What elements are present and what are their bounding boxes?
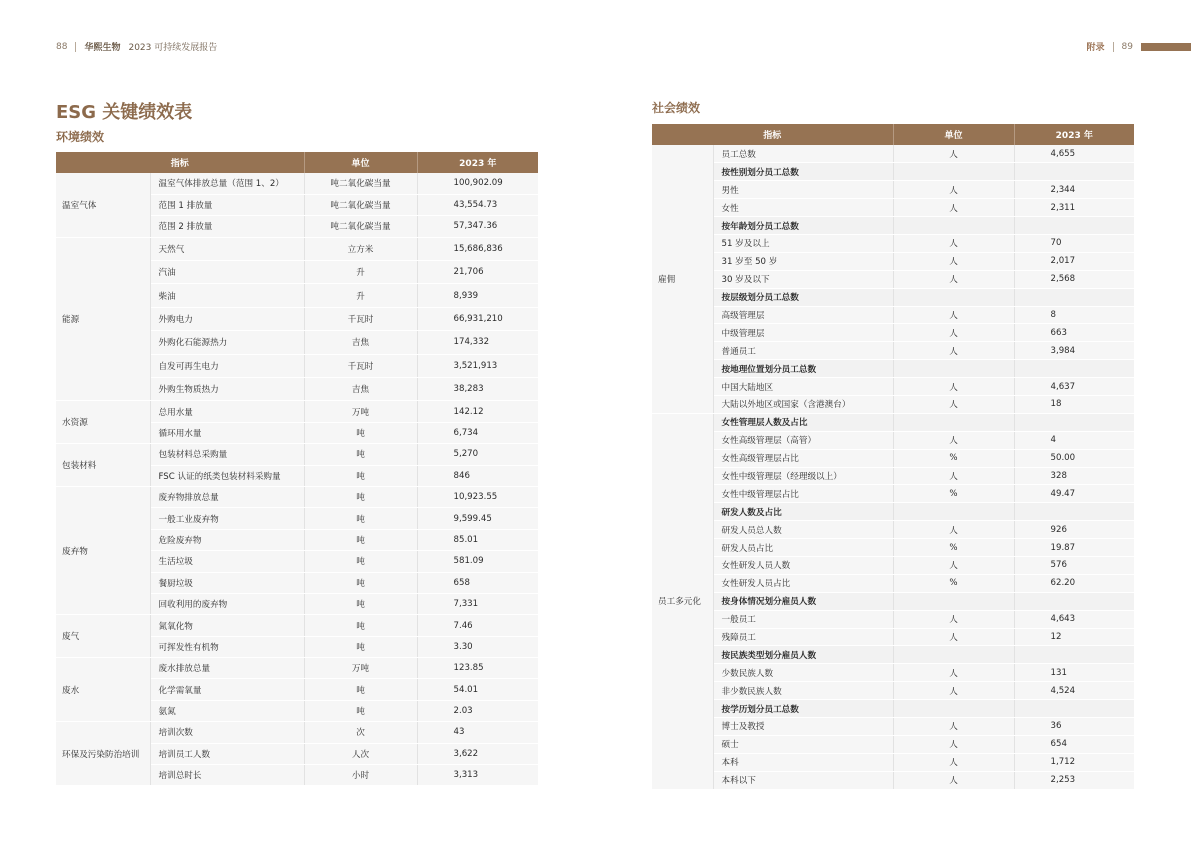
- value-cell: [1014, 503, 1134, 521]
- value-cell: 2,344: [1014, 181, 1134, 199]
- table-row: [652, 628, 1134, 646]
- value-cell: 18: [1014, 395, 1134, 413]
- value-cell: 100,902.09: [417, 173, 538, 194]
- value-cell: 6,734: [417, 422, 538, 443]
- table-row: [652, 360, 1134, 378]
- value-cell: 2,311: [1014, 199, 1134, 217]
- indicator-cell: 研发人员总人数: [713, 521, 893, 539]
- unit-cell: 升: [304, 261, 417, 284]
- indicator-cell: 总用水量: [150, 401, 304, 422]
- value-cell: 3,521,913: [417, 354, 538, 377]
- indicator-cell: 氨氮: [150, 700, 304, 721]
- social-col-unit: 单位: [893, 124, 1014, 145]
- value-cell: 658: [417, 572, 538, 593]
- value-cell: 4: [1014, 431, 1134, 449]
- table-row: [652, 646, 1134, 664]
- unit-cell: 人: [893, 718, 1014, 736]
- indicator-cell: 女性: [713, 199, 893, 217]
- table-row: [652, 413, 1134, 431]
- unit-cell: 千瓦时: [304, 354, 417, 377]
- value-cell: 9,599.45: [417, 508, 538, 529]
- category-cell: 环保及污染防治培训: [56, 722, 150, 786]
- value-cell: 50.00: [1014, 449, 1134, 467]
- subheading-cell: 按身体情况划分雇员人数: [713, 592, 893, 610]
- env-table-header-row: [56, 152, 538, 173]
- table-row: [652, 771, 1134, 789]
- indicator-cell: 女性中级管理层（经理级以上）: [713, 467, 893, 485]
- value-cell: 8: [1014, 306, 1134, 324]
- env-col-unit: 单位: [304, 152, 417, 173]
- indicator-cell: 女性研发人员占比: [713, 574, 893, 592]
- indicator-cell: 51 岁及以上: [713, 234, 893, 252]
- value-cell: 5,270: [417, 444, 538, 465]
- indicator-cell: 范围 2 排放量: [150, 216, 304, 237]
- table-row: [652, 700, 1134, 718]
- value-cell: 43,554.73: [417, 194, 538, 215]
- indicator-cell: 化学需氧量: [150, 679, 304, 700]
- unit-cell: [893, 592, 1014, 610]
- unit-cell: 人: [893, 324, 1014, 342]
- indicator-cell: 中国大陆地区: [713, 378, 893, 396]
- value-cell: 663: [1014, 324, 1134, 342]
- value-cell: 4,643: [1014, 610, 1134, 628]
- indicator-cell: 餐厨垃圾: [150, 572, 304, 593]
- indicator-cell: 本科: [713, 753, 893, 771]
- indicator-cell: 员工总数: [713, 145, 893, 163]
- table-row: [652, 664, 1134, 682]
- indicator-cell: 培训员工人数: [150, 743, 304, 764]
- category-cell: 废弃物: [56, 486, 150, 614]
- unit-cell: 人: [893, 521, 1014, 539]
- unit-cell: %: [893, 449, 1014, 467]
- unit-cell: 人: [893, 378, 1014, 396]
- category-cell: 能源: [56, 237, 150, 401]
- unit-cell: 人: [893, 234, 1014, 252]
- value-cell: 123.85: [417, 658, 538, 679]
- unit-cell: 吨: [304, 636, 417, 657]
- indicator-cell: 高级管理层: [713, 306, 893, 324]
- subheading-cell: 按年龄划分员工总数: [713, 217, 893, 235]
- env-performance-table: [56, 152, 538, 786]
- value-cell: 10,923.55: [417, 486, 538, 507]
- unit-cell: 人: [893, 628, 1014, 646]
- value-cell: [1014, 360, 1134, 378]
- unit-cell: 千瓦时: [304, 307, 417, 330]
- value-cell: 4,637: [1014, 378, 1134, 396]
- env-col-year: 2023 年: [417, 152, 538, 173]
- unit-cell: 小时: [304, 765, 417, 786]
- subheading-cell: 按民族类型划分雇员人数: [713, 646, 893, 664]
- table-row: [652, 449, 1134, 467]
- value-cell: 3.30: [417, 636, 538, 657]
- unit-cell: 人: [893, 199, 1014, 217]
- value-cell: 57,347.36: [417, 216, 538, 237]
- unit-cell: 吨: [304, 444, 417, 465]
- value-cell: 1,712: [1014, 753, 1134, 771]
- subheading-cell: 研发人数及占比: [713, 503, 893, 521]
- indicator-cell: 氮氧化物: [150, 615, 304, 636]
- indicator-cell: 女性高级管理层（高管）: [713, 431, 893, 449]
- unit-cell: 吨: [304, 508, 417, 529]
- unit-cell: 人: [893, 610, 1014, 628]
- indicator-cell: 女性中级管理层占比: [713, 485, 893, 503]
- table-row: [56, 615, 538, 636]
- indicator-cell: 培训次数: [150, 722, 304, 743]
- indicator-cell: 女性高级管理层占比: [713, 449, 893, 467]
- indicator-cell: 外购电力: [150, 307, 304, 330]
- table-row: [652, 181, 1134, 199]
- unit-cell: 升: [304, 284, 417, 307]
- value-cell: [1014, 288, 1134, 306]
- category-cell: 废气: [56, 615, 150, 658]
- value-cell: 66,931,210: [417, 307, 538, 330]
- value-cell: 3,313: [417, 765, 538, 786]
- unit-cell: 人: [893, 145, 1014, 163]
- unit-cell: 人: [893, 753, 1014, 771]
- value-cell: 43: [417, 722, 538, 743]
- unit-cell: [893, 360, 1014, 378]
- subheading-cell: 按层级划分员工总数: [713, 288, 893, 306]
- table-row: [652, 395, 1134, 413]
- table-row: [56, 173, 538, 194]
- table-row: [56, 722, 538, 743]
- value-cell: 21,706: [417, 261, 538, 284]
- value-cell: 174,332: [417, 331, 538, 354]
- value-cell: 49.47: [1014, 485, 1134, 503]
- unit-cell: 人: [893, 252, 1014, 270]
- subheading-cell: 女性管理层人数及占比: [713, 413, 893, 431]
- table-row: [652, 199, 1134, 217]
- value-cell: 926: [1014, 521, 1134, 539]
- unit-cell: 人: [893, 181, 1014, 199]
- unit-cell: 次: [304, 722, 417, 743]
- unit-cell: 人: [893, 771, 1014, 789]
- unit-cell: 人: [893, 664, 1014, 682]
- indicator-cell: 废水排放总量: [150, 658, 304, 679]
- unit-cell: 人: [893, 395, 1014, 413]
- category-cell: 水资源: [56, 401, 150, 444]
- right-page-number: 89: [1121, 41, 1133, 52]
- unit-cell: 人: [893, 735, 1014, 753]
- unit-cell: 立方米: [304, 237, 417, 260]
- value-cell: 131: [1014, 664, 1134, 682]
- indicator-cell: 柴油: [150, 284, 304, 307]
- value-cell: 2,253: [1014, 771, 1134, 789]
- table-row: [652, 485, 1134, 503]
- indicator-cell: 可挥发性有机物: [150, 636, 304, 657]
- unit-cell: 吨: [304, 486, 417, 507]
- indicator-cell: 汽油: [150, 261, 304, 284]
- table-row: [652, 556, 1134, 574]
- header-divider: [1113, 42, 1114, 52]
- header-divider: [75, 42, 76, 52]
- unit-cell: 吨: [304, 572, 417, 593]
- table-row: [652, 288, 1134, 306]
- unit-cell: [893, 700, 1014, 718]
- value-cell: 142.12: [417, 401, 538, 422]
- value-cell: 7,331: [417, 593, 538, 614]
- indicator-cell: 范围 1 排放量: [150, 194, 304, 215]
- value-cell: 2,017: [1014, 252, 1134, 270]
- indicator-cell: 一般员工: [713, 610, 893, 628]
- main-title: ESG 关键绩效表: [56, 102, 193, 123]
- indicator-cell: 30 岁及以下: [713, 270, 893, 288]
- subheading-cell: 按学历划分员工总数: [713, 700, 893, 718]
- value-cell: 846: [417, 465, 538, 486]
- table-row: [652, 467, 1134, 485]
- indicator-cell: 非少数民族人数: [713, 682, 893, 700]
- table-row: [652, 217, 1134, 235]
- report-name: 2023 可持续发展报告: [128, 43, 218, 53]
- unit-cell: 吨二氧化碳当量: [304, 194, 417, 215]
- value-cell: [1014, 217, 1134, 235]
- table-row: [652, 324, 1134, 342]
- table-row: [652, 306, 1134, 324]
- table-row: [56, 401, 538, 422]
- table-row: [652, 610, 1134, 628]
- indicator-cell: 博士及教授: [713, 718, 893, 736]
- table-row: [652, 252, 1134, 270]
- value-cell: 2.03: [417, 700, 538, 721]
- table-row: [652, 718, 1134, 736]
- indicator-cell: 中级管理层: [713, 324, 893, 342]
- indicator-cell: 循环用水量: [150, 422, 304, 443]
- table-row: [56, 444, 538, 465]
- table-row: [652, 234, 1134, 252]
- value-cell: [1014, 413, 1134, 431]
- value-cell: 4,655: [1014, 145, 1134, 163]
- indicator-cell: 自发可再生电力: [150, 354, 304, 377]
- unit-cell: 吨: [304, 551, 417, 572]
- indicator-cell: 温室气体排放总量（范围 1、2）: [150, 173, 304, 194]
- unit-cell: [893, 413, 1014, 431]
- right-running-header: [1087, 40, 1191, 53]
- unit-cell: 万吨: [304, 658, 417, 679]
- table-row: [652, 735, 1134, 753]
- indicator-cell: 31 岁至 50 岁: [713, 252, 893, 270]
- table-row: [56, 237, 538, 260]
- indicator-cell: 外购化石能源热力: [150, 331, 304, 354]
- table-row: [652, 342, 1134, 360]
- subheading-cell: 按地理位置划分员工总数: [713, 360, 893, 378]
- value-cell: 581.09: [417, 551, 538, 572]
- header-accent-bar: [1141, 43, 1191, 51]
- unit-cell: [893, 646, 1014, 664]
- unit-cell: [893, 217, 1014, 235]
- indicator-cell: 本科以下: [713, 771, 893, 789]
- value-cell: 62.20: [1014, 574, 1134, 592]
- value-cell: 3,622: [417, 743, 538, 764]
- value-cell: 576: [1014, 556, 1134, 574]
- indicator-cell: 大陆以外地区或国家（含港澳台）: [713, 395, 893, 413]
- indicator-cell: 天然气: [150, 237, 304, 260]
- unit-cell: 人: [893, 556, 1014, 574]
- unit-cell: 吨: [304, 593, 417, 614]
- value-cell: 54.01: [417, 679, 538, 700]
- unit-cell: 吨二氧化碳当量: [304, 216, 417, 237]
- table-row: [652, 145, 1134, 163]
- unit-cell: 吨: [304, 422, 417, 443]
- unit-cell: 人: [893, 342, 1014, 360]
- unit-cell: 吉焦: [304, 378, 417, 401]
- env-section-title: 环境绩效: [56, 130, 105, 144]
- table-row: [652, 270, 1134, 288]
- category-cell: 雇佣: [652, 145, 713, 413]
- unit-cell: 万吨: [304, 401, 417, 422]
- category-cell: 温室气体: [56, 173, 150, 237]
- left-page-number: 88: [56, 41, 68, 52]
- unit-cell: [893, 163, 1014, 181]
- indicator-cell: 外购生物质热力: [150, 378, 304, 401]
- indicator-cell: 包装材料总采购量: [150, 444, 304, 465]
- value-cell: [1014, 163, 1134, 181]
- indicator-cell: 回收利用的废弃物: [150, 593, 304, 614]
- subheading-cell: 按性别划分员工总数: [713, 163, 893, 181]
- unit-cell: %: [893, 539, 1014, 557]
- unit-cell: 人次: [304, 743, 417, 764]
- value-cell: [1014, 646, 1134, 664]
- indicator-cell: 普通员工: [713, 342, 893, 360]
- value-cell: 2,568: [1014, 270, 1134, 288]
- unit-cell: 吨二氧化碳当量: [304, 173, 417, 194]
- indicator-cell: FSC 认证的纸类包装材料采购量: [150, 465, 304, 486]
- value-cell: 36: [1014, 718, 1134, 736]
- left-running-header: [56, 40, 217, 53]
- indicator-cell: 危险废弃物: [150, 529, 304, 550]
- table-row: [652, 592, 1134, 610]
- value-cell: 328: [1014, 467, 1134, 485]
- indicator-cell: 硕士: [713, 735, 893, 753]
- indicator-cell: 废弃物排放总量: [150, 486, 304, 507]
- unit-cell: 吨: [304, 465, 417, 486]
- indicator-cell: 少数民族人数: [713, 664, 893, 682]
- indicator-cell: 残障员工: [713, 628, 893, 646]
- value-cell: 8,939: [417, 284, 538, 307]
- social-table-header-row: [652, 124, 1134, 145]
- table-row: [652, 163, 1134, 181]
- indicator-cell: 女性研发人员人数: [713, 556, 893, 574]
- unit-cell: [893, 288, 1014, 306]
- unit-cell: 吨: [304, 615, 417, 636]
- unit-cell: 人: [893, 682, 1014, 700]
- unit-cell: 人: [893, 431, 1014, 449]
- unit-cell: [893, 503, 1014, 521]
- unit-cell: 人: [893, 306, 1014, 324]
- unit-cell: 人: [893, 270, 1014, 288]
- table-row: [652, 574, 1134, 592]
- social-performance-table: [652, 124, 1134, 790]
- category-cell: 员工多元化: [652, 413, 713, 789]
- value-cell: 15,686,836: [417, 237, 538, 260]
- indicator-cell: 研发人员占比: [713, 539, 893, 557]
- value-cell: 654: [1014, 735, 1134, 753]
- value-cell: 12: [1014, 628, 1134, 646]
- unit-cell: 吉焦: [304, 331, 417, 354]
- table-row: [652, 521, 1134, 539]
- indicator-cell: 男性: [713, 181, 893, 199]
- env-col-indicator: 指标: [56, 152, 304, 173]
- table-row: [652, 503, 1134, 521]
- value-cell: 3,984: [1014, 342, 1134, 360]
- social-col-indicator: 指标: [652, 124, 893, 145]
- value-cell: 19.87: [1014, 539, 1134, 557]
- category-cell: 废水: [56, 658, 150, 722]
- value-cell: 7.46: [417, 615, 538, 636]
- value-cell: 85.01: [417, 529, 538, 550]
- value-cell: [1014, 592, 1134, 610]
- value-cell: 70: [1014, 234, 1134, 252]
- unit-cell: 吨: [304, 529, 417, 550]
- table-row: [652, 431, 1134, 449]
- table-row: [652, 539, 1134, 557]
- unit-cell: 吨: [304, 679, 417, 700]
- value-cell: 4,524: [1014, 682, 1134, 700]
- social-section-title: 社会绩效: [652, 101, 701, 115]
- left-page: [0, 0, 595, 843]
- indicator-cell: 培训总时长: [150, 765, 304, 786]
- table-row: [56, 658, 538, 679]
- table-row: [56, 486, 538, 507]
- category-cell: 包装材料: [56, 444, 150, 487]
- section-name: 附录: [1086, 43, 1105, 53]
- unit-cell: 人: [893, 467, 1014, 485]
- brand-name: 华熙生物: [84, 43, 121, 53]
- social-col-year: 2023 年: [1014, 124, 1134, 145]
- value-cell: 38,283: [417, 378, 538, 401]
- right-page: [596, 0, 1191, 843]
- indicator-cell: 生活垃圾: [150, 551, 304, 572]
- table-row: [652, 753, 1134, 771]
- unit-cell: 吨: [304, 700, 417, 721]
- unit-cell: %: [893, 574, 1014, 592]
- unit-cell: %: [893, 485, 1014, 503]
- value-cell: [1014, 700, 1134, 718]
- table-row: [652, 682, 1134, 700]
- table-row: [652, 378, 1134, 396]
- indicator-cell: 一般工业废弃物: [150, 508, 304, 529]
